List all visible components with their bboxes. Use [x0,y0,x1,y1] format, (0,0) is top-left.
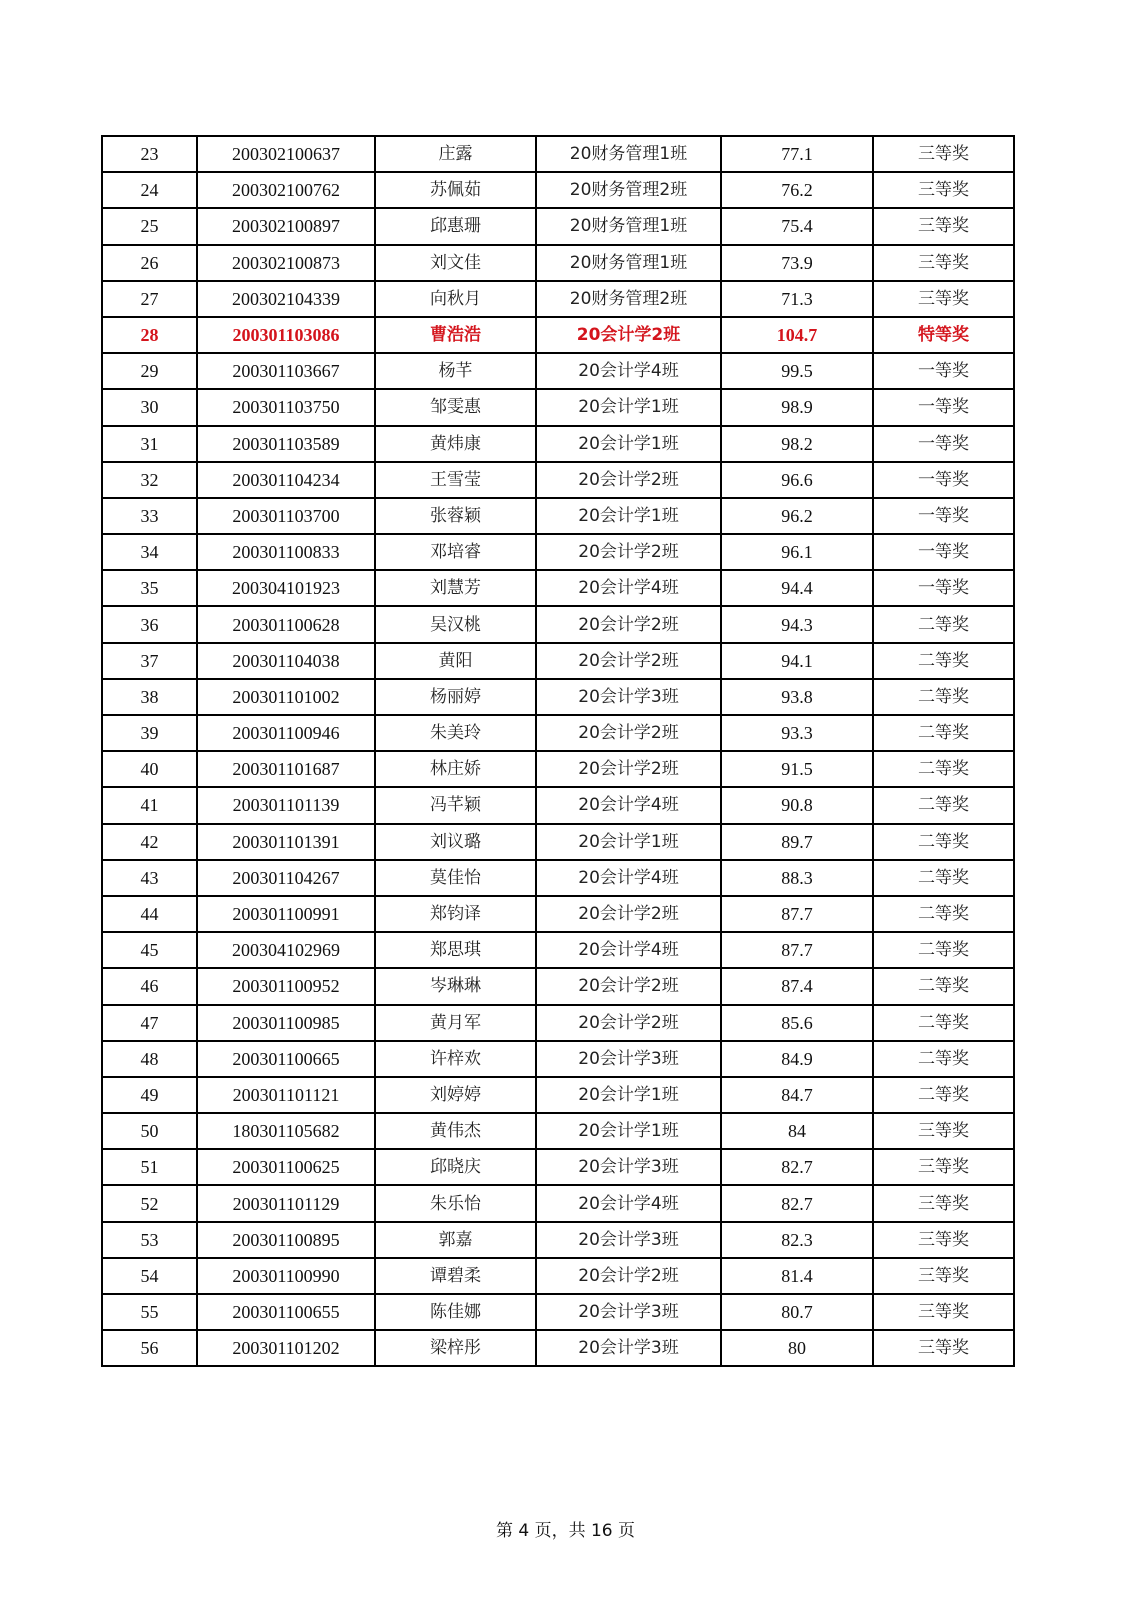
award-cell: 三等奖 [873,1113,1014,1149]
class-cell: 20会计学4班 [536,570,721,606]
student-name-cell: 杨丽婷 [375,679,536,715]
table-row [102,1077,1014,1113]
student-name-cell: 朱乐怡 [375,1185,536,1221]
student-id-cell: 200301104267 [197,860,375,896]
table-row [102,860,1014,896]
student-name-cell: 许梓欢 [375,1041,536,1077]
student-name-cell: 刘婷婷 [375,1077,536,1113]
student-id-cell: 200301101391 [197,824,375,860]
award-cell: 二等奖 [873,751,1014,787]
student-id-cell: 200301100833 [197,534,375,570]
award-cell: 特等奖 [873,317,1014,353]
award-cell: 二等奖 [873,1005,1014,1041]
score-cell: 77.1 [721,136,873,172]
table-row [102,1185,1014,1221]
table-row [102,679,1014,715]
rank-cell: 55 [102,1294,197,1330]
rank-cell: 53 [102,1222,197,1258]
table-row [102,787,1014,823]
student-name-cell: 邹雯惠 [375,389,536,425]
student-name-cell: 邱惠珊 [375,208,536,244]
award-cell: 二等奖 [873,932,1014,968]
student-id-cell: 200301100655 [197,1294,375,1330]
score-cell: 82.7 [721,1149,873,1185]
student-id-cell: 200302100637 [197,136,375,172]
table-row [102,353,1014,389]
table-row [102,136,1014,172]
rank-cell: 48 [102,1041,197,1077]
rank-cell: 35 [102,570,197,606]
score-cell: 75.4 [721,208,873,244]
score-cell: 89.7 [721,824,873,860]
class-cell: 20财务管理1班 [536,245,721,281]
award-cell: 三等奖 [873,281,1014,317]
award-cell: 二等奖 [873,896,1014,932]
score-cell: 82.7 [721,1185,873,1221]
class-cell: 20会计学2班 [536,643,721,679]
table-row [102,932,1014,968]
student-name-cell: 曹浩浩 [375,317,536,353]
student-name-cell: 黄月军 [375,1005,536,1041]
award-cell: 二等奖 [873,606,1014,642]
class-cell: 20会计学1班 [536,824,721,860]
student-name-cell: 邓培睿 [375,534,536,570]
score-cell: 94.1 [721,643,873,679]
score-cell: 96.6 [721,462,873,498]
class-cell: 20财务管理2班 [536,172,721,208]
rank-cell: 28 [102,317,197,353]
table-row [102,643,1014,679]
class-cell: 20会计学4班 [536,932,721,968]
student-name-cell: 黄伟杰 [375,1113,536,1149]
award-cell: 三等奖 [873,1294,1014,1330]
rank-cell: 37 [102,643,197,679]
student-id-cell: 200301100991 [197,896,375,932]
score-cell: 85.6 [721,1005,873,1041]
table-row [102,208,1014,244]
table-row-highlighted [102,317,1014,353]
award-cell: 一等奖 [873,426,1014,462]
student-name-cell: 邱晓庆 [375,1149,536,1185]
student-id-cell: 200301103086 [197,317,375,353]
student-name-cell: 黄炜康 [375,426,536,462]
table-row [102,896,1014,932]
rank-cell: 42 [102,824,197,860]
class-cell: 20会计学2班 [536,606,721,642]
award-cell: 三等奖 [873,208,1014,244]
score-cell: 88.3 [721,860,873,896]
award-cell: 三等奖 [873,172,1014,208]
award-cell: 二等奖 [873,1041,1014,1077]
rank-cell: 43 [102,860,197,896]
student-id-cell: 200301100946 [197,715,375,751]
award-cell: 二等奖 [873,968,1014,1004]
table-row [102,1113,1014,1149]
rank-cell: 45 [102,932,197,968]
score-cell: 104.7 [721,317,873,353]
rank-cell: 40 [102,751,197,787]
score-cell: 98.2 [721,426,873,462]
student-id-cell: 200301103589 [197,426,375,462]
student-id-cell: 200301104234 [197,462,375,498]
table-row [102,389,1014,425]
award-cell: 三等奖 [873,1149,1014,1185]
award-cell: 三等奖 [873,1185,1014,1221]
score-cell: 76.2 [721,172,873,208]
score-cell: 71.3 [721,281,873,317]
award-cell: 二等奖 [873,679,1014,715]
student-name-cell: 莫佳怡 [375,860,536,896]
class-cell: 20会计学1班 [536,498,721,534]
student-id-cell: 200302100897 [197,208,375,244]
table-row [102,172,1014,208]
rank-cell: 31 [102,426,197,462]
rank-cell: 51 [102,1149,197,1185]
score-cell: 81.4 [721,1258,873,1294]
class-cell: 20会计学3班 [536,1149,721,1185]
rank-cell: 32 [102,462,197,498]
class-cell: 20会计学2班 [536,751,721,787]
student-name-cell: 岑琳琳 [375,968,536,1004]
student-id-cell: 200301100625 [197,1149,375,1185]
student-name-cell: 冯芊颖 [375,787,536,823]
student-name-cell: 陈佳娜 [375,1294,536,1330]
class-cell: 20会计学2班 [536,534,721,570]
table-row [102,281,1014,317]
student-name-cell: 郭嘉 [375,1222,536,1258]
rank-cell: 54 [102,1258,197,1294]
score-cell: 90.8 [721,787,873,823]
class-cell: 20会计学2班 [536,462,721,498]
score-cell: 73.9 [721,245,873,281]
class-cell: 20财务管理2班 [536,281,721,317]
student-id-cell: 200301101129 [197,1185,375,1221]
score-cell: 96.1 [721,534,873,570]
score-cell: 80 [721,1330,873,1366]
student-id-cell: 180301105682 [197,1113,375,1149]
score-cell: 84.9 [721,1041,873,1077]
student-name-cell: 谭碧柔 [375,1258,536,1294]
table-row [102,1330,1014,1366]
student-name-cell: 刘慧芳 [375,570,536,606]
table-row [102,968,1014,1004]
award-cell: 三等奖 [873,1222,1014,1258]
rank-cell: 50 [102,1113,197,1149]
rank-cell: 33 [102,498,197,534]
award-cell: 一等奖 [873,462,1014,498]
score-cell: 87.4 [721,968,873,1004]
student-id-cell: 200304101923 [197,570,375,606]
score-cell: 98.9 [721,389,873,425]
award-cell: 三等奖 [873,1258,1014,1294]
class-cell: 20会计学2班 [536,715,721,751]
table-row [102,462,1014,498]
student-id-cell: 200301103667 [197,353,375,389]
student-id-cell: 200301100665 [197,1041,375,1077]
rank-cell: 52 [102,1185,197,1221]
table-row [102,570,1014,606]
student-name-cell: 郑钧译 [375,896,536,932]
rank-cell: 27 [102,281,197,317]
score-cell: 93.8 [721,679,873,715]
student-name-cell: 黄阳 [375,643,536,679]
award-list-table [101,135,1015,1367]
student-name-cell: 庄露 [375,136,536,172]
class-cell: 20会计学4班 [536,860,721,896]
score-cell: 94.4 [721,570,873,606]
class-cell: 20会计学3班 [536,1294,721,1330]
student-id-cell: 200301101202 [197,1330,375,1366]
score-cell: 96.2 [721,498,873,534]
class-cell: 20会计学2班 [536,317,721,353]
student-id-cell: 200301100990 [197,1258,375,1294]
student-name-cell: 刘议璐 [375,824,536,860]
rank-cell: 38 [102,679,197,715]
rank-cell: 26 [102,245,197,281]
award-cell: 一等奖 [873,498,1014,534]
rank-cell: 41 [102,787,197,823]
student-id-cell: 200301101121 [197,1077,375,1113]
score-cell: 94.3 [721,606,873,642]
class-cell: 20会计学1班 [536,1077,721,1113]
rank-cell: 44 [102,896,197,932]
award-cell: 二等奖 [873,715,1014,751]
award-cell: 一等奖 [873,389,1014,425]
student-id-cell: 200301100628 [197,606,375,642]
award-cell: 三等奖 [873,136,1014,172]
award-cell: 二等奖 [873,824,1014,860]
class-cell: 20会计学2班 [536,1258,721,1294]
table-row [102,1258,1014,1294]
class-cell: 20会计学1班 [536,1113,721,1149]
class-cell: 20会计学4班 [536,353,721,389]
student-id-cell: 200301100985 [197,1005,375,1041]
student-name-cell: 张蓉颖 [375,498,536,534]
table-row [102,715,1014,751]
rank-cell: 39 [102,715,197,751]
class-cell: 20会计学3班 [536,1222,721,1258]
student-name-cell: 刘文佳 [375,245,536,281]
rank-cell: 56 [102,1330,197,1366]
student-id-cell: 200301100895 [197,1222,375,1258]
student-name-cell: 郑思琪 [375,932,536,968]
rank-cell: 49 [102,1077,197,1113]
score-cell: 93.3 [721,715,873,751]
class-cell: 20会计学4班 [536,787,721,823]
score-cell: 84.7 [721,1077,873,1113]
student-id-cell: 200304102969 [197,932,375,968]
class-cell: 20会计学3班 [536,679,721,715]
rank-cell: 24 [102,172,197,208]
student-id-cell: 200302100762 [197,172,375,208]
class-cell: 20会计学3班 [536,1041,721,1077]
table-row [102,1294,1014,1330]
score-cell: 91.5 [721,751,873,787]
class-cell: 20会计学1班 [536,426,721,462]
student-id-cell: 200301101002 [197,679,375,715]
award-cell: 二等奖 [873,860,1014,896]
student-id-cell: 200301103700 [197,498,375,534]
student-name-cell: 王雪莹 [375,462,536,498]
student-id-cell: 200301103750 [197,389,375,425]
award-cell: 二等奖 [873,1077,1014,1113]
table-row [102,606,1014,642]
student-name-cell: 朱美玲 [375,715,536,751]
class-cell: 20会计学2班 [536,968,721,1004]
score-cell: 80.7 [721,1294,873,1330]
award-cell: 一等奖 [873,570,1014,606]
table-row [102,751,1014,787]
student-name-cell: 梁梓彤 [375,1330,536,1366]
table-row [102,245,1014,281]
student-id-cell: 200301104038 [197,643,375,679]
award-cell: 三等奖 [873,245,1014,281]
award-cell: 二等奖 [873,643,1014,679]
score-cell: 87.7 [721,932,873,968]
page-number-footer: 第 4 页，共 16 页 [495,1521,636,1541]
award-cell: 一等奖 [873,534,1014,570]
class-cell: 20会计学3班 [536,1330,721,1366]
class-cell: 20会计学4班 [536,1185,721,1221]
student-name-cell: 向秋月 [375,281,536,317]
rank-cell: 47 [102,1005,197,1041]
rank-cell: 29 [102,353,197,389]
table-row [102,498,1014,534]
table-row [102,1041,1014,1077]
rank-cell: 30 [102,389,197,425]
table-row [102,1005,1014,1041]
score-cell: 99.5 [721,353,873,389]
class-cell: 20会计学2班 [536,1005,721,1041]
class-cell: 20财务管理1班 [536,208,721,244]
student-name-cell: 林庄娇 [375,751,536,787]
rank-cell: 36 [102,606,197,642]
award-cell: 三等奖 [873,1330,1014,1366]
class-cell: 20会计学1班 [536,389,721,425]
score-cell: 84 [721,1113,873,1149]
rank-cell: 23 [102,136,197,172]
award-cell: 二等奖 [873,787,1014,823]
table-row [102,824,1014,860]
table-row [102,534,1014,570]
table-row [102,426,1014,462]
class-cell: 20会计学2班 [536,896,721,932]
score-cell: 82.3 [721,1222,873,1258]
table-row [102,1222,1014,1258]
table-body [102,136,1014,1366]
award-cell: 一等奖 [873,353,1014,389]
rank-cell: 46 [102,968,197,1004]
student-name-cell: 吴汉桃 [375,606,536,642]
score-cell: 87.7 [721,896,873,932]
student-id-cell: 200301101139 [197,787,375,823]
rank-cell: 34 [102,534,197,570]
student-id-cell: 200301101687 [197,751,375,787]
table-row [102,1149,1014,1185]
student-name-cell: 杨芊 [375,353,536,389]
student-id-cell: 200302100873 [197,245,375,281]
student-id-cell: 200302104339 [197,281,375,317]
class-cell: 20财务管理1班 [536,136,721,172]
student-id-cell: 200301100952 [197,968,375,1004]
rank-cell: 25 [102,208,197,244]
student-name-cell: 苏佩茹 [375,172,536,208]
